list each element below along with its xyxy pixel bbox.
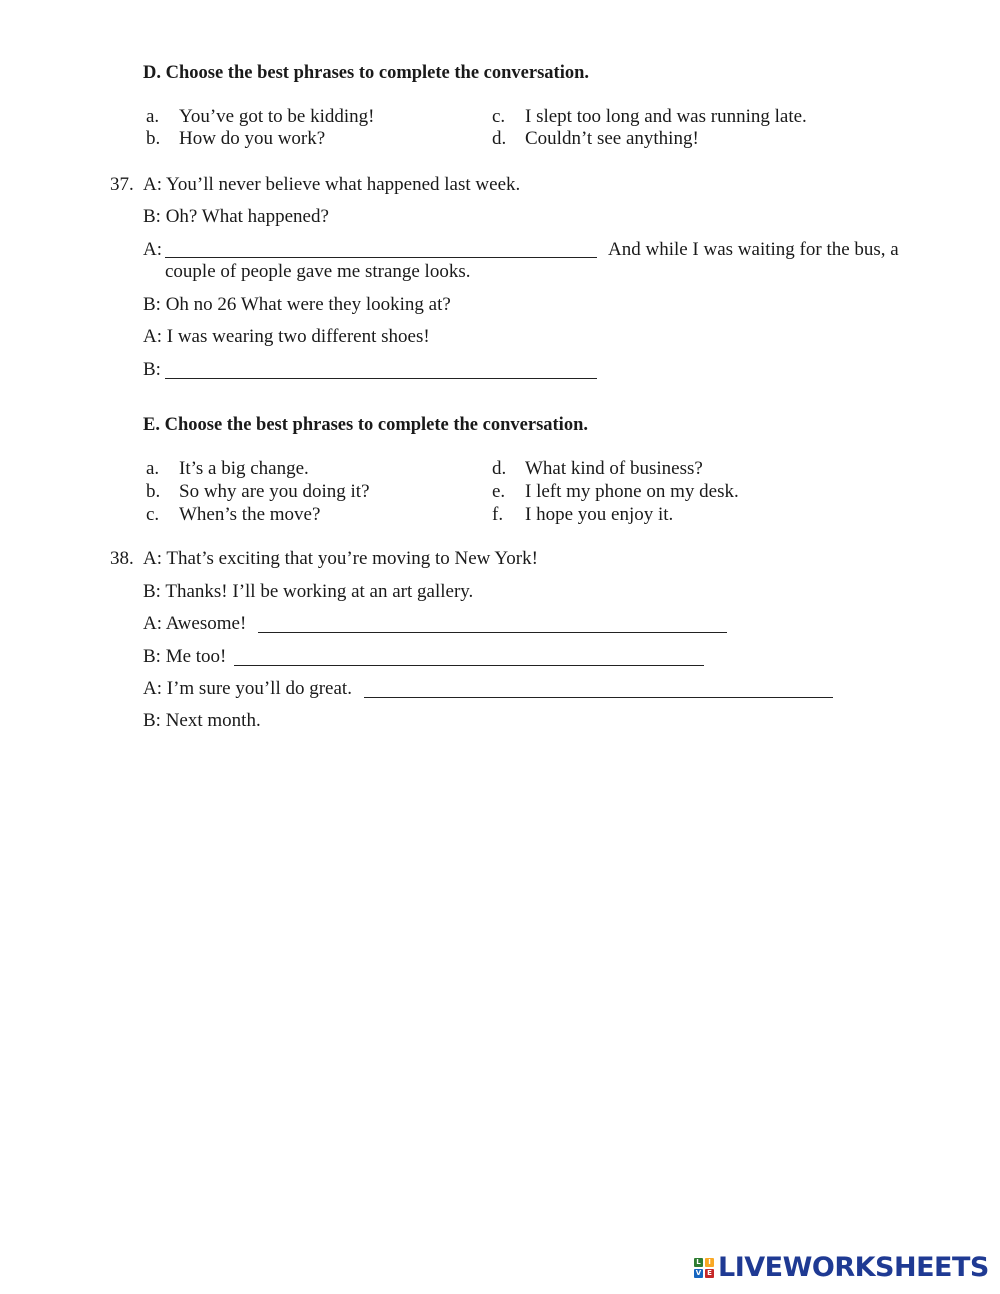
q37-blank-2[interactable] [165, 361, 597, 379]
q37-line-4: B: Oh no 26 What were they looking at? [143, 294, 451, 315]
logo-text: LIVEWORKSHEETS [718, 1252, 989, 1283]
q37-line-2: B: Oh? What happened? [143, 206, 329, 227]
q38-line-6: B: Next month. [143, 710, 261, 731]
q38-line-3: A: Awesome! [143, 613, 247, 634]
option-d-c: c. I slept too long and was running late. [492, 106, 807, 127]
q38-line-2: B: Thanks! I’ll be working at an art gallery. [143, 581, 474, 602]
q38-blank-3[interactable] [364, 680, 833, 698]
q38-blank-1[interactable] [258, 615, 727, 633]
q38-line-4: B: Me too! [143, 646, 227, 667]
option-e-e: e. I left my phone on my desk. [492, 481, 739, 502]
q37-line-3-cont: couple of people gave me strange looks. [165, 261, 471, 282]
option-e-d: d. What kind of business? [492, 458, 703, 479]
q37-line-6: B: [143, 359, 161, 380]
q37-line-1: A: You’ll never believe what happened last week. [143, 174, 521, 195]
q38-line-5: A: I’m sure you’ll do great. [143, 678, 352, 699]
q37-line-5: A: I was wearing two different shoes! [143, 326, 430, 347]
q38-number: 38. [110, 548, 134, 569]
section-e-heading: E. Choose the best phrases to complete the conversation. [143, 415, 588, 435]
q38-blank-2[interactable] [234, 648, 704, 666]
option-d-a: a. You’ve got to be kidding! [146, 106, 375, 127]
option-e-a: a. It’s a big change. [146, 458, 309, 479]
option-e-c: c. When’s the move? [146, 504, 321, 525]
option-e-f: f. I hope you enjoy it. [492, 504, 674, 525]
q38-line-1: A: That’s exciting that you’re moving to New York! [143, 548, 538, 569]
q37-line-3-suffix: And while I was waiting for the bus, a [608, 239, 899, 260]
liveworksheets-logo [694, 1252, 989, 1283]
q37-line-3: A: [143, 239, 162, 260]
option-d-b: b. How do you work? [146, 128, 326, 149]
q37-blank-1[interactable] [165, 240, 597, 258]
q37-number: 37. [110, 174, 134, 195]
section-d-heading: D. Choose the best phrases to complete the conversation. [143, 63, 590, 83]
option-e-b: b. So why are you doing it? [146, 481, 370, 502]
option-d-d: d. Couldn’t see anything! [492, 128, 699, 149]
logo-mark-icon: L I V E [694, 1258, 714, 1278]
